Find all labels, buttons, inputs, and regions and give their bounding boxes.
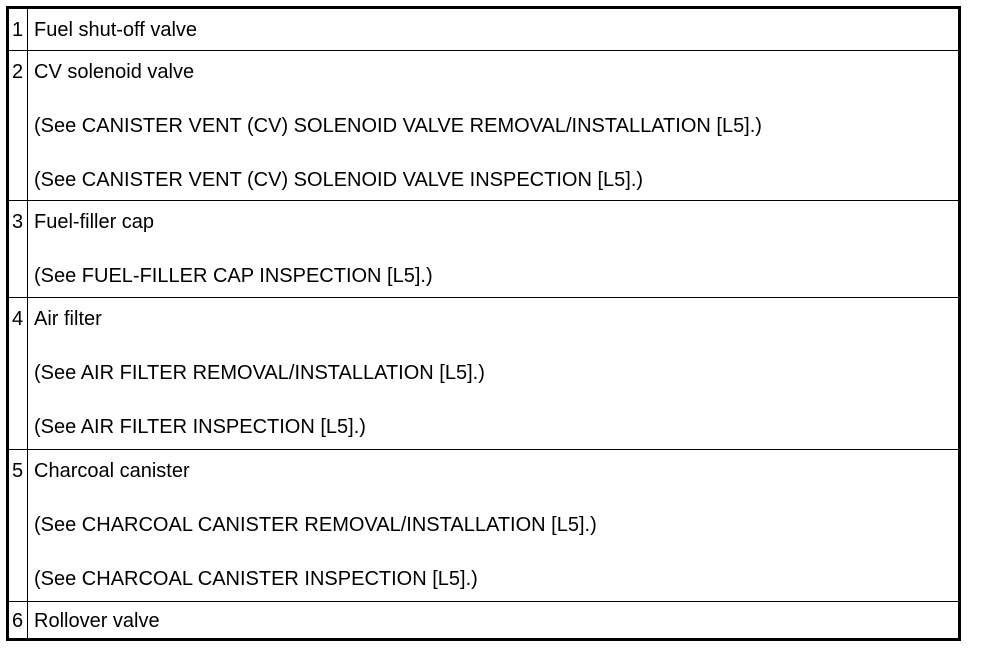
part-number: 4 bbox=[8, 298, 28, 450]
part-name: Fuel shut-off valve bbox=[34, 19, 198, 41]
part-description bbox=[28, 8, 960, 51]
reference-link[interactable]: (See AIR FILTER INSPECTION [L5].) bbox=[34, 416, 366, 438]
part-description bbox=[28, 51, 960, 201]
table-row bbox=[8, 602, 960, 640]
table-row bbox=[8, 51, 960, 201]
part-number: 3 bbox=[8, 201, 28, 298]
part-number: 5 bbox=[8, 450, 28, 602]
part-description bbox=[28, 201, 960, 298]
reference-link[interactable]: (See CHARCOAL CANISTER INSPECTION [L5].) bbox=[34, 568, 478, 590]
part-number: 6 bbox=[8, 602, 28, 640]
reference-link[interactable]: (See CHARCOAL CANISTER REMOVAL/INSTALLATION [L5].) bbox=[34, 514, 597, 536]
reference-link[interactable]: (See CANISTER VENT (CV) SOLENOID VALVE REMOVAL/INSTALLATION [L5].) bbox=[34, 115, 762, 137]
part-name: Rollover valve bbox=[34, 610, 160, 632]
part-name: Fuel-filler cap bbox=[34, 211, 155, 233]
reference-link[interactable]: (See AIR FILTER REMOVAL/INSTALLATION [L5].) bbox=[34, 362, 485, 384]
part-name: Air filter bbox=[34, 308, 102, 330]
part-description bbox=[28, 298, 960, 450]
part-description bbox=[28, 450, 960, 602]
part-name: Charcoal canister bbox=[34, 460, 190, 482]
part-number: 1 bbox=[8, 8, 28, 51]
part-name: CV solenoid valve bbox=[34, 61, 195, 83]
table-row bbox=[8, 298, 960, 450]
table-row bbox=[8, 8, 960, 51]
parts-table bbox=[6, 6, 961, 641]
reference-link[interactable]: (See FUEL-FILLER CAP INSPECTION [L5].) bbox=[34, 265, 433, 287]
part-number: 2 bbox=[8, 51, 28, 201]
part-description bbox=[28, 602, 960, 640]
table-row bbox=[8, 201, 960, 298]
table-row bbox=[8, 450, 960, 602]
reference-link[interactable]: (See CANISTER VENT (CV) SOLENOID VALVE INSPECTION [L5].) bbox=[34, 169, 644, 191]
